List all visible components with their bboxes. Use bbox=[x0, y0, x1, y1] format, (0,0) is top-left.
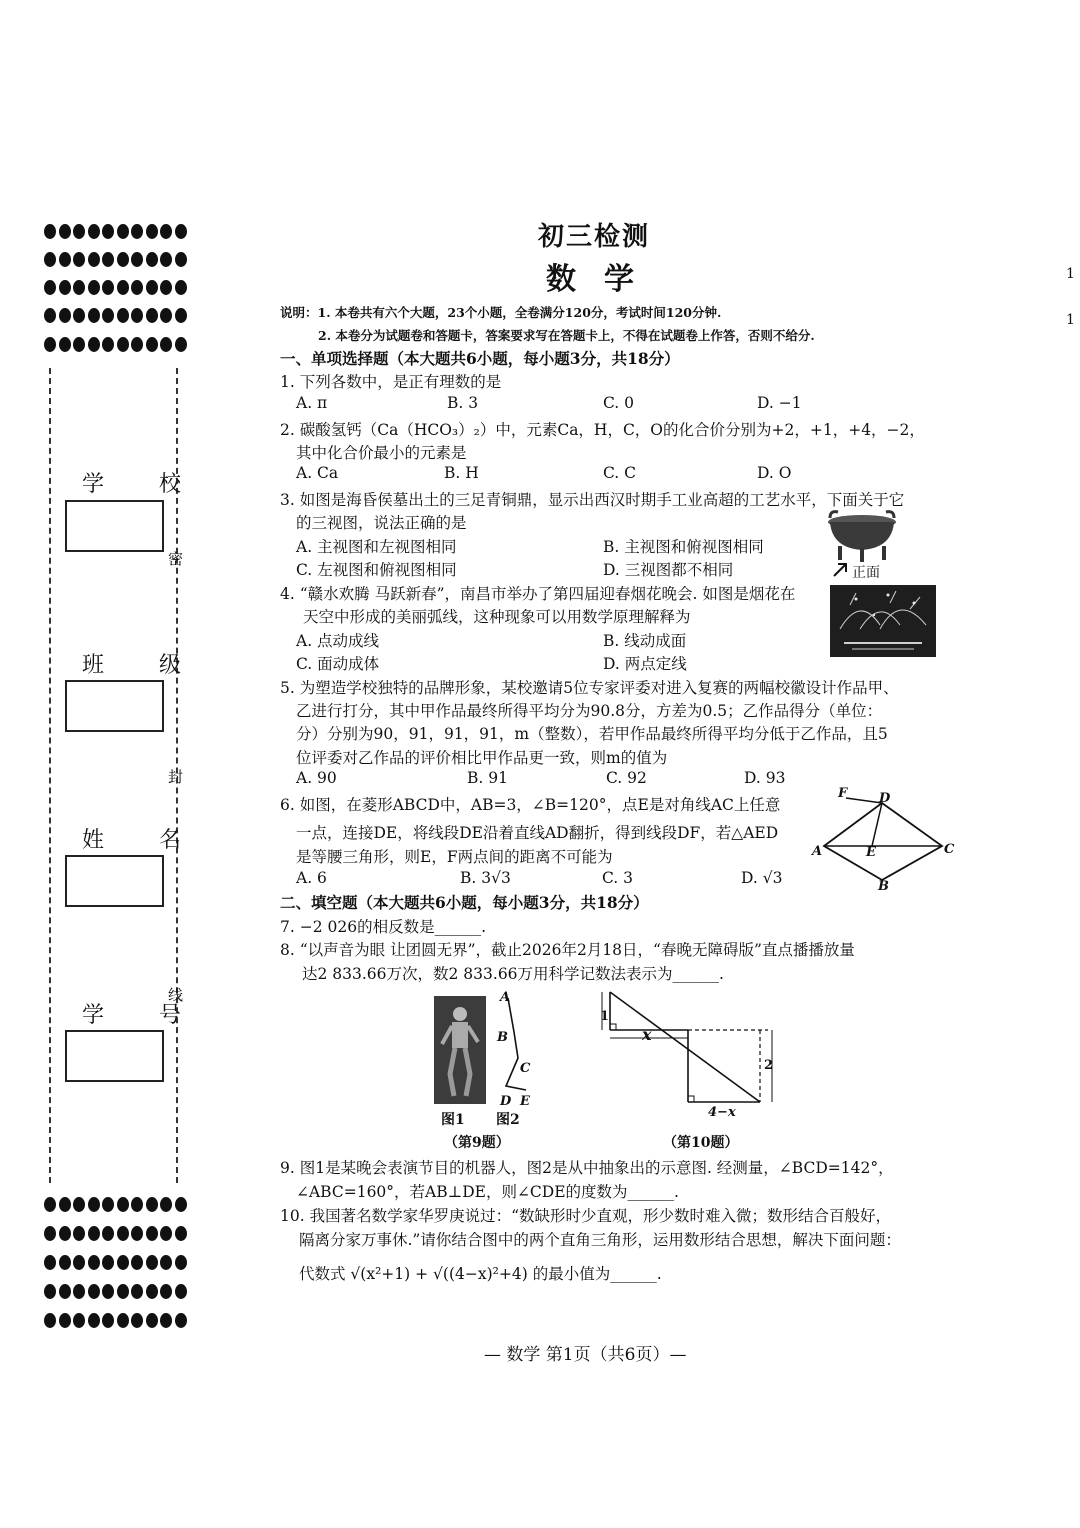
q2-stem-2: 其中化合价最小的元素是 bbox=[296, 444, 467, 462]
dot bbox=[146, 1255, 158, 1270]
dot bbox=[146, 252, 158, 267]
q6-option-b: B. 3√3 bbox=[460, 869, 511, 887]
q2-option-d: D. O bbox=[757, 464, 792, 482]
class-label: 班 级 bbox=[82, 653, 205, 678]
dot bbox=[175, 280, 187, 295]
q9-line-1: 9. 图1是某晚会表演节目的机器人，图2是从中抽象出的示意图. 经测量，∠BCD=142°， bbox=[280, 1159, 894, 1177]
dot bbox=[146, 1197, 158, 1212]
q5-option-b: B. 91 bbox=[467, 769, 508, 787]
q4-option-a: A. 点动成线 bbox=[296, 632, 380, 650]
q2-option-b: B. H bbox=[444, 464, 479, 482]
dot bbox=[44, 224, 56, 239]
q1-option-a: A. π bbox=[296, 394, 328, 412]
dot-row bbox=[44, 1255, 187, 1270]
dot bbox=[73, 280, 85, 295]
q1-option-c: C. 0 bbox=[603, 394, 635, 412]
q4-stem-1: 4. “赣水欢腾 马跃新春”，南昌市举办了第四届迎春烟花晚会. 如图是烟花在 bbox=[280, 585, 796, 603]
point-label-a: A bbox=[500, 990, 511, 1005]
q3-option-b: B. 主视图和俯视图相同 bbox=[603, 538, 764, 556]
dot bbox=[175, 337, 187, 352]
vertex-label-e: E bbox=[866, 845, 876, 860]
dot bbox=[131, 280, 143, 295]
dot bbox=[102, 308, 114, 323]
vertex-label-f: F bbox=[838, 786, 848, 801]
dot-row bbox=[44, 1313, 187, 1328]
section-2-heading: 二、填空题（本大题共6小题，每小题3分，共18分） bbox=[280, 893, 649, 912]
q5-option-c: C. 92 bbox=[606, 769, 647, 787]
q5-line-1: 5. 为塑造学校独特的品牌形象，某校邀请5位专家评委对进入复赛的两幅校徽设计作品甲、 bbox=[280, 679, 899, 697]
dot bbox=[59, 1226, 71, 1241]
arrow-icon bbox=[832, 560, 850, 578]
q5-line-4: 位评委对乙作品的评价相比甲作品更一致，则m的值为 bbox=[296, 749, 668, 767]
q6-option-d: D. √3 bbox=[741, 869, 783, 887]
dot bbox=[88, 1255, 100, 1270]
vertex-label-b: B bbox=[878, 879, 889, 894]
q7-text: 7. −2 026的相反数是______. bbox=[280, 918, 487, 936]
dot bbox=[146, 1284, 158, 1299]
student-id-label: 学 号 bbox=[82, 1003, 205, 1028]
dot bbox=[88, 1226, 100, 1241]
school-field[interactable] bbox=[65, 500, 164, 552]
dot-row bbox=[44, 280, 187, 295]
dot bbox=[88, 308, 100, 323]
q10-line-3: 代数式 √(x²+1) + √((4−x)²+4) 的最小值为______. bbox=[299, 1265, 662, 1283]
dot bbox=[175, 1255, 187, 1270]
dot bbox=[73, 1284, 85, 1299]
length-label-1: 1 bbox=[600, 1009, 610, 1024]
dot bbox=[73, 1255, 85, 1270]
dot bbox=[88, 280, 100, 295]
dot bbox=[175, 252, 187, 267]
dot bbox=[175, 1284, 187, 1299]
dot bbox=[102, 252, 114, 267]
q8-line-2: 达2 833.66万次，数2 833.66万用科学记数法表示为______. bbox=[302, 965, 724, 983]
margin-mark: 1 bbox=[1066, 266, 1075, 282]
seal-char-feng: 封 bbox=[168, 768, 184, 786]
dot bbox=[44, 1284, 56, 1299]
school-label: 学 校 bbox=[82, 472, 205, 497]
dot bbox=[88, 337, 100, 352]
dot bbox=[117, 252, 129, 267]
subject-title: 数学 bbox=[546, 262, 662, 297]
dot bbox=[160, 1197, 172, 1212]
section-1-heading: 一、单项选择题（本大题共6小题，每小题3分，共18分） bbox=[280, 349, 680, 368]
dot bbox=[88, 1197, 100, 1212]
dot bbox=[88, 1284, 100, 1299]
dot bbox=[59, 1284, 71, 1299]
front-view-caption: 正面 bbox=[852, 565, 880, 581]
dot bbox=[175, 308, 187, 323]
dot bbox=[44, 1255, 56, 1270]
dot bbox=[146, 308, 158, 323]
q3-stem-2: 的三视图，说法正确的是 bbox=[296, 514, 467, 532]
fireworks-photo bbox=[830, 585, 936, 657]
dot-row bbox=[44, 1226, 187, 1241]
q6-line-2: 一点，连接DE，将线段DE沿着直线AD翻折，得到线段DF，若△AED bbox=[296, 824, 779, 842]
dot bbox=[117, 337, 129, 352]
dot-row bbox=[44, 224, 187, 239]
question-10-figure-title: （第10题） bbox=[663, 1135, 739, 1151]
dot bbox=[175, 1313, 187, 1328]
dot bbox=[59, 1255, 71, 1270]
dot bbox=[44, 1226, 56, 1241]
dot bbox=[102, 1197, 114, 1212]
dot bbox=[146, 224, 158, 239]
dot bbox=[88, 224, 100, 239]
dot bbox=[175, 1226, 187, 1241]
dot bbox=[102, 1226, 114, 1241]
dot bbox=[59, 337, 71, 352]
dot bbox=[131, 308, 143, 323]
q10-line-2: 隔离分家万事休.”请你结合图中的两个直角三角形，运用数形结合思想，解决下面问题： bbox=[299, 1231, 901, 1249]
dot bbox=[44, 280, 56, 295]
dot bbox=[102, 224, 114, 239]
dot bbox=[73, 308, 85, 323]
q3-stem-1: 3. 如图是海昏侯墓出土的三足青铜鼎，显示出西汉时期手工业高超的工艺水平，下面关于它 bbox=[280, 491, 905, 509]
dot bbox=[117, 1313, 129, 1328]
dot bbox=[73, 224, 85, 239]
dot bbox=[59, 252, 71, 267]
dot bbox=[131, 224, 143, 239]
dot bbox=[102, 280, 114, 295]
point-label-d: D bbox=[500, 1094, 512, 1109]
dot bbox=[146, 1226, 158, 1241]
vertex-label-d: D bbox=[879, 791, 891, 806]
dot bbox=[73, 1313, 85, 1328]
dot bbox=[131, 337, 143, 352]
dot bbox=[146, 337, 158, 352]
dot bbox=[160, 1226, 172, 1241]
dot bbox=[59, 224, 71, 239]
length-label-x: x bbox=[642, 1025, 652, 1044]
q4-option-c: C. 面动成体 bbox=[296, 655, 380, 673]
margin-mark: 1 bbox=[1066, 312, 1075, 328]
vertex-label-c: C bbox=[944, 842, 955, 857]
q2-stem-1: 2. 碳酸氢钙（Ca（HCO₃）₂）中，元素Ca，H，C，O的化合价分别为+2，+1，+4，−2， bbox=[280, 421, 925, 439]
dot bbox=[146, 280, 158, 295]
q3-option-c: C. 左视图和俯视图相同 bbox=[296, 561, 457, 579]
q9-line-2: ∠ABC=160°，若AB⊥DE，则∠CDE的度数为______. bbox=[296, 1183, 679, 1201]
robot-schematic bbox=[494, 992, 538, 1104]
dot bbox=[160, 1284, 172, 1299]
q1-stem: 1. 下列各数中，是正有理数的是 bbox=[280, 373, 502, 391]
dot-row bbox=[44, 1197, 187, 1212]
length-label-2: 2 bbox=[764, 1058, 774, 1073]
name-label: 姓 名 bbox=[82, 828, 205, 853]
dot bbox=[131, 1226, 143, 1241]
dot bbox=[146, 1313, 158, 1328]
dot bbox=[117, 1197, 129, 1212]
q10-line-1: 10. 我国著名数学家华罗庚说过：“数缺形时少直观，形少数时难入微；数形结合百般好， bbox=[280, 1207, 892, 1225]
dot bbox=[59, 1197, 71, 1212]
dot bbox=[88, 252, 100, 267]
q2-option-a: A. Ca bbox=[296, 464, 339, 482]
q4-stem-2: 天空中形成的美丽弧线，这种现象可以用数学原理解释为 bbox=[303, 608, 691, 626]
dot bbox=[117, 1226, 129, 1241]
dot bbox=[44, 308, 56, 323]
page-footer: — 数学 第1页（共6页）— bbox=[484, 1345, 687, 1365]
dot bbox=[131, 1255, 143, 1270]
q5-option-d: D. 93 bbox=[744, 769, 786, 787]
q4-option-b: B. 线动成面 bbox=[603, 632, 687, 650]
vertex-label-a: A bbox=[812, 844, 823, 859]
dot bbox=[160, 308, 172, 323]
point-label-b: B bbox=[497, 1030, 508, 1045]
dot bbox=[160, 280, 172, 295]
q6-option-a: A. 6 bbox=[296, 869, 327, 887]
dot bbox=[102, 1313, 114, 1328]
dot bbox=[131, 1197, 143, 1212]
q3-option-d: D. 三视图都不相同 bbox=[603, 561, 734, 579]
dot bbox=[117, 280, 129, 295]
dot bbox=[131, 1284, 143, 1299]
instruction-1: 说明：1. 本卷共有六个大题，23个小题，全卷满分120分，考试时间120分钟. bbox=[280, 305, 722, 320]
q6-option-c: C. 3 bbox=[602, 869, 634, 887]
q3-option-a: A. 主视图和左视图相同 bbox=[296, 538, 457, 556]
dot bbox=[131, 1313, 143, 1328]
dot bbox=[73, 337, 85, 352]
robot-photo bbox=[434, 996, 486, 1104]
q6-line-3: 是等腰三角形，则E，F两点间的距离不可能为 bbox=[296, 848, 613, 866]
dot bbox=[44, 1313, 56, 1328]
figure-2-caption: 图2 bbox=[496, 1112, 520, 1128]
dot bbox=[44, 252, 56, 267]
point-label-e: E bbox=[520, 1094, 530, 1109]
instruction-2: 2. 本卷分为试题卷和答题卡，答案要求写在答题卡上，不得在试题卷上作答，否则不给分. bbox=[318, 328, 815, 343]
dot-row bbox=[44, 252, 187, 267]
dot bbox=[73, 1197, 85, 1212]
q6-line-1: 6. 如图，在菱形ABCD中，AB=3，∠B=120°，点E是对角线AC上任意 bbox=[280, 796, 781, 814]
dot bbox=[102, 337, 114, 352]
q1-option-d: D. −1 bbox=[757, 394, 802, 412]
student-id-field[interactable] bbox=[65, 1030, 164, 1082]
dot bbox=[160, 1313, 172, 1328]
q2-option-c: C. C bbox=[603, 464, 637, 482]
q5-option-a: A. 90 bbox=[296, 769, 337, 787]
dot-row bbox=[44, 1284, 187, 1299]
dot bbox=[117, 1255, 129, 1270]
class-field[interactable] bbox=[65, 680, 164, 732]
dot bbox=[59, 280, 71, 295]
binding-line-left bbox=[49, 368, 51, 1183]
dot bbox=[160, 224, 172, 239]
q5-line-2: 乙进行打分，其中甲作品最终所得平均分为90.8分，方差为0.5；乙作品得分（单位： bbox=[296, 702, 883, 720]
dot bbox=[117, 1284, 129, 1299]
dot bbox=[59, 308, 71, 323]
dot bbox=[117, 224, 129, 239]
question-9-figure-title: （第9题） bbox=[444, 1135, 510, 1151]
dot bbox=[73, 1226, 85, 1241]
dot bbox=[131, 252, 143, 267]
dot bbox=[160, 252, 172, 267]
dot bbox=[117, 308, 129, 323]
dot bbox=[160, 337, 172, 352]
dot bbox=[44, 1197, 56, 1212]
dot bbox=[175, 224, 187, 239]
q5-line-3: 分）分别为90，91，91，91，m（整数），若甲作品最终所得平均分低于乙作品，且5 bbox=[296, 725, 888, 743]
q1-option-b: B. 3 bbox=[447, 394, 479, 412]
point-label-c: C bbox=[520, 1061, 531, 1076]
seal-char-xian: 线 bbox=[168, 986, 184, 1004]
length-label-4-minus-x: 4−x bbox=[708, 1105, 736, 1120]
dot bbox=[175, 1197, 187, 1212]
q8-line-1: 8. “以声音为眼 让团圆无界”，截止2026年2月18日，“春晚无障碍版”直点播播放量 bbox=[280, 941, 855, 959]
figure-1-caption: 图1 bbox=[441, 1112, 465, 1128]
right-triangles-figure bbox=[596, 988, 796, 1108]
dot bbox=[59, 1313, 71, 1328]
q4-option-d: D. 两点定线 bbox=[603, 655, 687, 673]
dot bbox=[102, 1255, 114, 1270]
dot-row bbox=[44, 308, 187, 323]
dot-row bbox=[44, 337, 187, 352]
seal-char-mi: 密 bbox=[168, 550, 184, 568]
name-field[interactable] bbox=[65, 855, 164, 907]
exam-title: 初三检测 bbox=[538, 222, 651, 252]
dot bbox=[102, 1284, 114, 1299]
dot bbox=[160, 1255, 172, 1270]
dot bbox=[73, 252, 85, 267]
dot bbox=[44, 337, 56, 352]
dot bbox=[88, 1313, 100, 1328]
